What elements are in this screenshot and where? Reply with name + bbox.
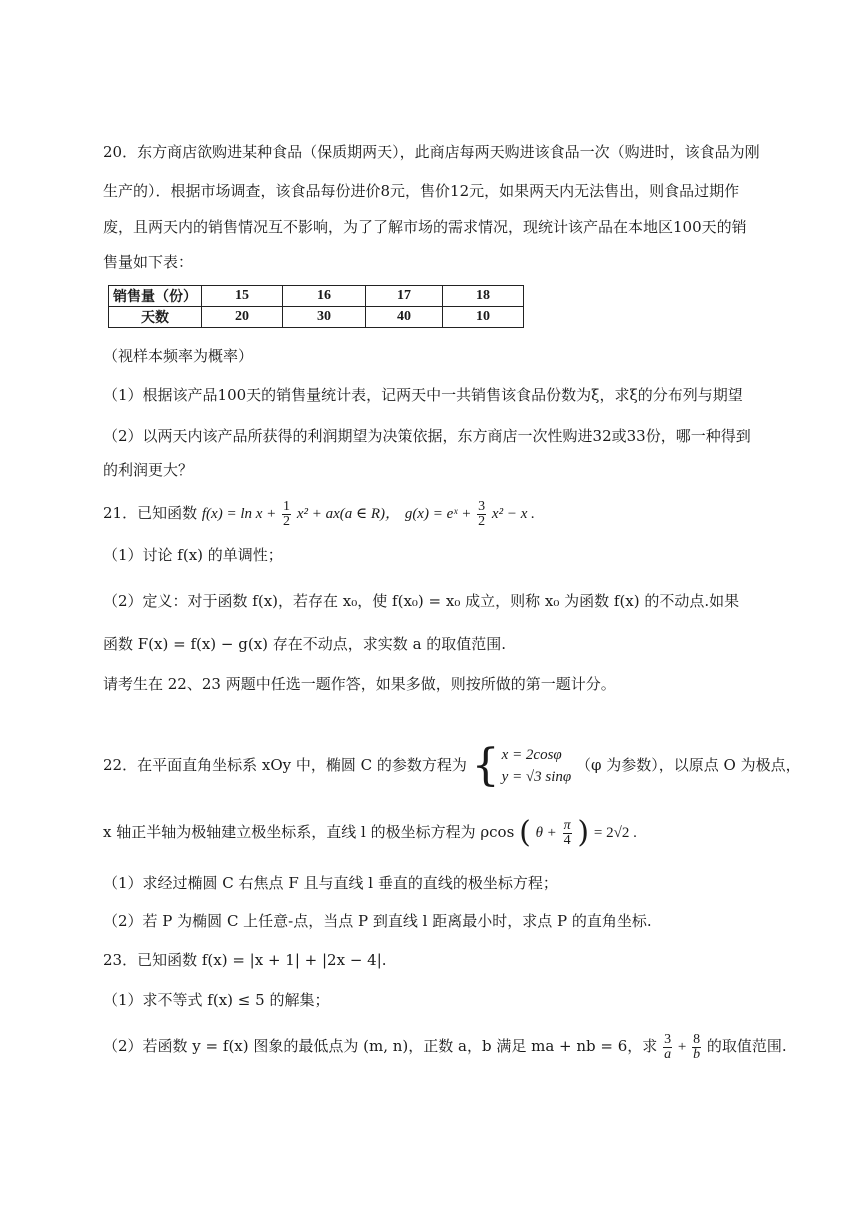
table-cell: 40 (366, 307, 443, 328)
theta-term: θ + (535, 825, 557, 841)
fraction-numerator: 3 (664, 1031, 672, 1047)
q20-note: （视样本频率为概率） (103, 347, 254, 365)
left-brace: { (471, 740, 500, 791)
q21-intro (103, 498, 535, 529)
fraction-numerator: π (563, 817, 571, 833)
q20-part-2a: （2）以两天内该产品所获得的利润期望为决策依据，东方商店一次性购进32或33份，哪一种得到 (103, 427, 751, 445)
fraction (563, 819, 572, 848)
q21-g-rest: x² − x . (491, 506, 535, 522)
right-paren: ) (577, 815, 590, 850)
system-lines (502, 744, 572, 788)
table-cell: 30 (283, 307, 366, 328)
fraction (692, 1033, 701, 1062)
q23-part-1: （1）求不等式 f(x) ≤ 5 的解集； (103, 991, 330, 1009)
q22-line-1 (103, 740, 801, 790)
table-cell: 16 (283, 286, 366, 307)
system-line-y: y = √3 sinφ (501, 769, 572, 785)
q21-part-2a: （2）定义：对于函数 f(x)，若存在 x₀，使 f(x₀) = x₀ 成立，则称 x₀ 为函数 f(x) 的不动点.如果 (103, 592, 740, 610)
sales-table (108, 285, 524, 328)
table-cell: 17 (366, 286, 443, 307)
parametric-system (471, 740, 572, 791)
q20-line-2: 生产的）．根据市场调查，该食品每份进价8元，售价12元，如果两天内无法售出，则食品过期作 (103, 182, 740, 200)
fraction-numerator: 8 (693, 1031, 701, 1047)
system-line-x: x = 2cosφ (501, 747, 562, 763)
q22-part-1: （1）求经过椭圆 C 右焦点 F 且与直线 l 垂直的直线的极坐标方程； (103, 874, 558, 892)
fraction (663, 1033, 672, 1062)
fraction-denominator: 4 (563, 832, 571, 848)
q20-line-3: 废，且两天内的销售情况互不影响，为了了解市场的需求情况，现统计该产品在本地区100天的销 (103, 218, 747, 236)
table-cell: 20 (202, 307, 283, 328)
q23-intro: 23．已知函数 f(x) = |x + 1| + |2x − 4|. (103, 951, 387, 969)
rhs-value: = 2√2 . (593, 825, 637, 841)
fraction-denominator: a (664, 1046, 672, 1062)
q23-part-2 (103, 1026, 787, 1067)
sales-table-row (109, 307, 524, 328)
q20-line-1: 20．东方商店欲购进某种食品（保质期两天），此商店每两天购进该食品一次（购进时，该食品为刚 (103, 143, 760, 161)
table-cell: 10 (443, 307, 524, 328)
table-cell: 天数 (109, 307, 202, 328)
q23-part-2-suffix: 的取值范围. (706, 1037, 787, 1055)
q22-line-1-prefix: 22．在平面直角坐标系 xOy 中，椭圆 C 的参数方程为 (103, 756, 467, 774)
choice-note: 请考生在 22、23 两题中任选一题作答，如果多做，则按所做的第一题计分。 (103, 675, 616, 693)
q20-part-2b: 的利润更大？ (103, 461, 194, 479)
fraction-denominator: 2 (478, 513, 486, 529)
table-cell: 18 (443, 286, 524, 307)
plus-sign: + (677, 1039, 687, 1055)
fraction-denominator: 2 (283, 513, 291, 529)
q20-part-1: （1）根据该产品100天的销售量统计表，记两天中一共销售该食品份数为ξ，求ξ的分布列与期望 (103, 386, 743, 404)
fraction-numerator: 1 (283, 498, 291, 514)
fraction (282, 500, 291, 529)
q22-line-1-suffix: （φ 为参数），以原点 O 为极点， (576, 756, 801, 774)
q21-intro-prefix: 21．已知函数 (103, 504, 198, 522)
left-paren: ( (519, 815, 531, 850)
q23-part-2-prefix: （2）若函数 y = f(x) 图象的最低点为 (m, n)，正数 a，b 满足 ma + nb = 6，求 (103, 1037, 658, 1055)
q21-part-2b: 函数 F(x) = f(x) − g(x) 存在不动点，求实数 a 的取值范围. (103, 635, 507, 653)
table-cell: 15 (202, 286, 283, 307)
fraction-numerator: 3 (478, 498, 486, 514)
q22-part-2: （2）若 P 为椭圆 C 上任意-点，当点 P 到直线 l 距离最小时，求点 P 的直角坐标. (103, 912, 652, 930)
table-cell: 销售量（份） (109, 286, 202, 307)
q21-part-1: （1）讨论 f(x) 的单调性； (103, 546, 283, 564)
q21-f-rest: x² + ax(a ∈ R)， (296, 506, 401, 522)
q22-line-2 (103, 812, 637, 853)
fraction-denominator: b (693, 1046, 701, 1062)
q21-f-def: f(x) = ln x + (201, 506, 277, 522)
q20-line-4: 售量如下表： (103, 253, 194, 271)
q22-line-2-prefix: x 轴正半轴为极轴建立极坐标系，直线 l 的极坐标方程为 ρcos (103, 823, 515, 841)
fraction (477, 500, 486, 529)
q21-g-def: g(x) = eˣ + (404, 506, 472, 522)
sales-table-header-row (109, 286, 524, 307)
